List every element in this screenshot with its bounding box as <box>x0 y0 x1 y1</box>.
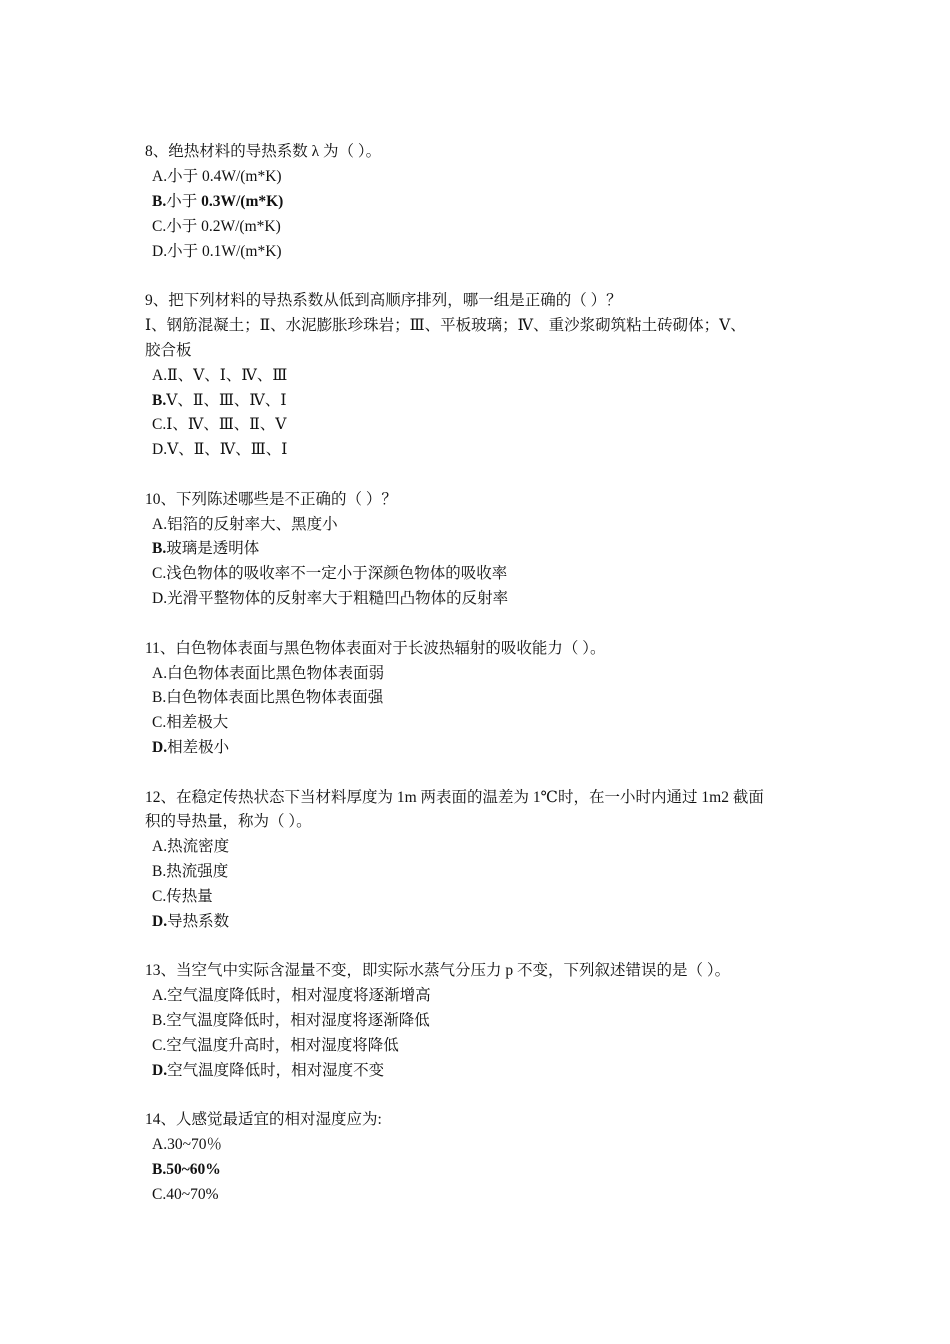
option-prefix: B. <box>152 540 167 558</box>
option-text: 白色物体表面比黑色物体表面弱 <box>167 664 385 682</box>
option-prefix: A. <box>152 1136 168 1154</box>
question-stem: Ⅰ、钢筋混凝土；Ⅱ、水泥膨胀珍珠岩；Ⅲ、平板玻璃；Ⅳ、重沙浆砌筑粘土砖砌体；Ⅴ、 <box>145 316 746 334</box>
option-text: 小于 0.1W/(m*K) <box>167 242 282 260</box>
option-text: 光滑平整物体的反射率大于粗糙凹凸物体的反射率 <box>167 590 509 608</box>
option-d <box>145 438 825 463</box>
option-text: 40~70% <box>166 1186 219 1204</box>
option-c <box>145 885 825 910</box>
option-prefix: A. <box>152 987 168 1005</box>
option-c <box>145 562 825 587</box>
option-a <box>145 662 825 687</box>
option-text: Ⅱ、Ⅴ、Ⅰ、Ⅳ、Ⅲ <box>167 366 288 384</box>
option-prefix: D. <box>152 242 168 260</box>
option-prefix: A. <box>152 366 168 384</box>
question-11 <box>145 637 825 761</box>
option-prefix: D. <box>152 739 168 757</box>
option-text: 导热系数 <box>167 913 230 931</box>
option-text: 小于 0.2W/(m*K) <box>166 217 281 235</box>
question-stem: 14、人感觉最适宜的相对湿度应为: <box>145 1111 382 1129</box>
option-text: 空气温度降低时，相对湿度将逐渐降低 <box>166 1012 430 1030</box>
option-text: 空气温度降低时，相对湿度将逐渐增高 <box>167 987 431 1005</box>
option-c <box>145 1183 825 1208</box>
option-d <box>145 910 825 935</box>
option-prefix: D. <box>152 441 168 459</box>
option-prefix: C. <box>152 888 167 906</box>
option-text: 相差极大 <box>166 714 229 732</box>
question-13 <box>145 959 825 1083</box>
option-text: 小于 0.4W/(m*K) <box>167 167 282 185</box>
option-prefix: C. <box>152 1186 167 1204</box>
option-b <box>145 686 825 711</box>
option-text: 热流密度 <box>167 838 230 856</box>
option-b <box>145 1009 825 1034</box>
option-prefix: A. <box>152 664 168 682</box>
option-text: 50~60% <box>166 1161 221 1179</box>
option-prefix: C. <box>152 416 167 434</box>
question-stem: 12、在稳定传热状态下当材料厚度为 1m 两表面的温差为 1℃时，在一小时内通过 1m2 截面 <box>145 788 764 806</box>
option-c <box>145 1034 825 1059</box>
option-b <box>145 1158 825 1183</box>
option-text: 热流强度 <box>166 863 229 881</box>
option-b <box>145 537 825 562</box>
option-prefix: A. <box>152 515 168 533</box>
option-d <box>145 736 825 761</box>
option-prefix: C. <box>152 1037 167 1055</box>
option-prefix: B. <box>152 192 167 210</box>
option-d <box>145 1059 825 1084</box>
option-a <box>145 1133 825 1158</box>
option-text: 玻璃是透明体 <box>166 540 260 558</box>
option-a <box>145 835 825 860</box>
option-text: Ⅴ、Ⅱ、Ⅲ、Ⅳ、Ⅰ <box>166 391 287 409</box>
option-a <box>145 364 825 389</box>
option-b <box>145 860 825 885</box>
option-prefix: D. <box>152 1062 168 1079</box>
option-text: 相差极小 <box>167 739 230 757</box>
question-8 <box>145 140 825 264</box>
option-text: Ⅰ、Ⅳ、Ⅲ、Ⅱ、Ⅴ <box>166 416 287 434</box>
question-stem: 积的导热量，称为（ ）。 <box>145 813 312 831</box>
option-text: 浅色物体的吸收率不一定小于深颜色物体的吸收率 <box>166 565 508 583</box>
option-text: 空气温度升高时，相对湿度将降低 <box>166 1037 399 1055</box>
option-prefix: B. <box>152 391 167 409</box>
option-a <box>145 984 825 1009</box>
question-14 <box>145 1108 825 1208</box>
option-text: 30~70％ <box>167 1136 222 1154</box>
option-d <box>145 587 825 612</box>
option-b <box>145 389 825 414</box>
option-prefix: C. <box>152 217 167 235</box>
question-12 <box>145 786 825 935</box>
option-text: 传热量 <box>166 888 213 906</box>
question-stem: 胶合板 <box>145 341 192 359</box>
option-prefix: B. <box>152 1161 167 1179</box>
question-stem: 11、白色物体表面与黑色物体表面对于长波热辐射的吸收能力（ ）。 <box>145 639 606 657</box>
option-prefix: D. <box>152 913 168 931</box>
option-prefix: C. <box>152 565 167 583</box>
option-a <box>145 165 825 190</box>
option-prefix: B. <box>152 689 167 707</box>
option-text: 小于 <box>166 192 202 210</box>
question-stem: 8、绝热材料的导热系数 λ 为（ ）。 <box>145 143 382 160</box>
question-list <box>145 140 825 1232</box>
question-stem: 10、下列陈述哪些是不正确的（ ）？ <box>145 490 397 508</box>
option-text: 铝箔的反射率大、黑度小 <box>167 515 338 533</box>
option-a <box>145 513 825 538</box>
option-prefix: C. <box>152 714 167 732</box>
option-text: 白色物体表面比黑色物体表面强 <box>166 689 384 707</box>
option-prefix: A. <box>152 167 168 185</box>
option-b <box>145 190 825 215</box>
option-value: 0.3W/(m*K) <box>201 192 284 210</box>
question-stem: 13、当空气中实际含湿量不变，即实际水蒸气分压力 p 不变，下列叙述错误的是（ ）。 <box>145 962 731 980</box>
option-prefix: B. <box>152 1012 167 1030</box>
option-c <box>145 711 825 736</box>
question-10 <box>145 488 825 612</box>
question-9 <box>145 289 825 463</box>
option-prefix: B. <box>152 863 167 881</box>
option-prefix: D. <box>152 590 168 608</box>
option-text: 空气温度降低时，相对湿度不变 <box>167 1062 385 1079</box>
option-c <box>145 215 825 240</box>
question-stem: 9、把下列材料的导热系数从低到高顺序排列，哪一组是正确的（ ）？ <box>145 291 622 309</box>
option-prefix: A. <box>152 838 168 856</box>
option-c <box>145 413 825 438</box>
option-text: Ⅴ、Ⅱ、Ⅳ、Ⅲ、Ⅰ <box>167 441 288 459</box>
option-d <box>145 240 825 265</box>
